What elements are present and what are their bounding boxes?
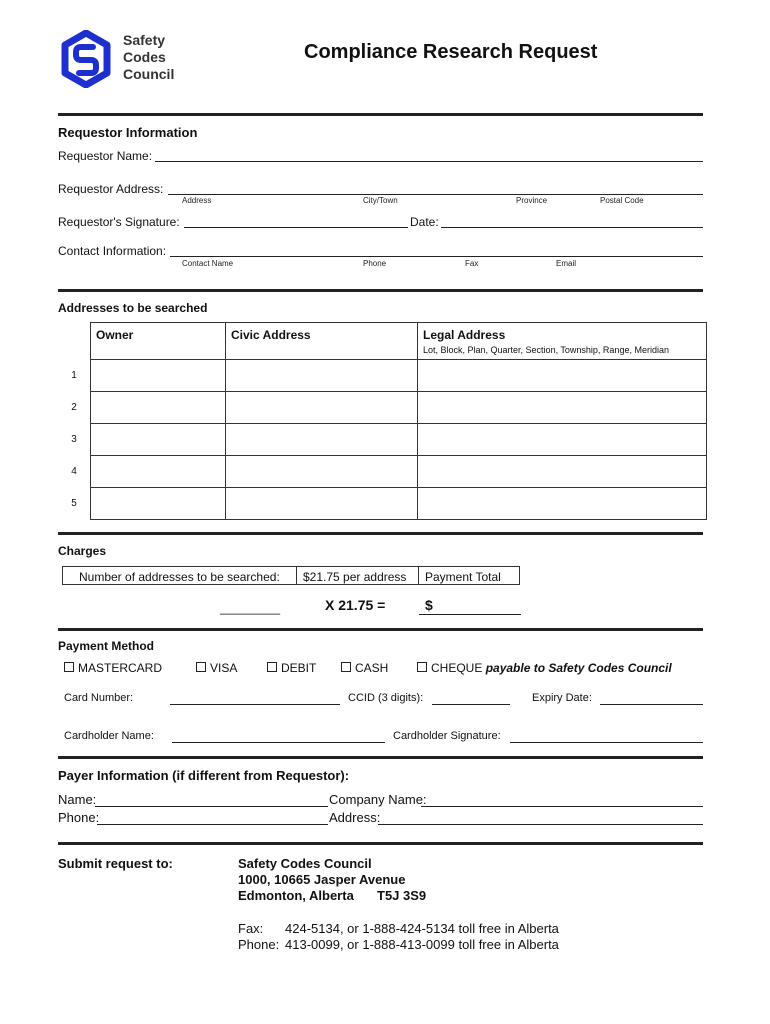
- table-row: [58, 424, 707, 456]
- submit-postal: T5J 3S9: [377, 888, 427, 903]
- caption-email: Email: [556, 259, 577, 268]
- card-number-field[interactable]: [170, 704, 340, 705]
- table-row: [58, 360, 707, 392]
- divider: [58, 113, 703, 116]
- fax-label: Fax:: [238, 921, 264, 936]
- submit-org: Safety Codes Council: [238, 856, 372, 871]
- legal-cell[interactable]: [418, 392, 707, 424]
- logo-line1: Safety: [123, 32, 166, 48]
- requestor-name-label: Requestor Name:: [58, 149, 153, 163]
- requestor-signature-label: Requestor's Signature:: [58, 215, 180, 229]
- option-visa[interactable]: VISA: [196, 661, 237, 675]
- caption-city: City/Town: [363, 196, 398, 205]
- payer-address-field[interactable]: [378, 824, 703, 825]
- charges-total-label: Payment Total: [425, 570, 501, 584]
- caption-address: Address: [182, 196, 212, 205]
- legal-cell[interactable]: [418, 424, 707, 456]
- civic-cell[interactable]: [226, 488, 418, 520]
- submit-label: Submit request to:: [58, 856, 173, 871]
- owner-cell[interactable]: [91, 488, 226, 520]
- card-number-label: Card Number:: [64, 692, 134, 704]
- dollar-sign: $: [425, 597, 433, 613]
- divider: [58, 842, 703, 845]
- phone-value: 413-0099, or 1-888-413-0099 toll free in Alberta: [285, 937, 559, 952]
- caption-phone: Phone: [363, 259, 387, 268]
- caption-postal-code: Postal Code: [600, 196, 644, 205]
- row-number: 5: [71, 498, 77, 509]
- fax-value: 424-5134, or 1-888-424-5134 toll free in Alberta: [285, 921, 559, 936]
- payment-total-field[interactable]: [419, 614, 521, 615]
- cardholder-signature-label: Cardholder Signature:: [393, 730, 501, 742]
- ccid-field[interactable]: [432, 704, 510, 705]
- caption-fax: Fax: [465, 259, 479, 268]
- safety-codes-council-logo-icon: [60, 30, 112, 88]
- cardholder-name-label: Cardholder Name:: [64, 730, 154, 742]
- submit-street: 1000, 10665 Jasper Avenue: [238, 872, 406, 887]
- owner-cell[interactable]: [91, 424, 226, 456]
- payer-address-label: Address:: [329, 810, 381, 825]
- divider: [58, 289, 703, 292]
- addresses-heading: Addresses to be searched: [58, 301, 208, 315]
- caption-province: Province: [516, 196, 548, 205]
- civic-cell[interactable]: [226, 456, 418, 488]
- cardholder-name-field[interactable]: [172, 742, 385, 743]
- divider: [58, 628, 703, 631]
- owner-cell[interactable]: [91, 360, 226, 392]
- page-title: Compliance Research Request: [304, 41, 598, 63]
- checkbox-icon[interactable]: [417, 662, 427, 672]
- cardholder-signature-field[interactable]: [510, 742, 703, 743]
- checkbox-icon[interactable]: [267, 662, 277, 672]
- payer-company-field[interactable]: [421, 806, 703, 807]
- address-count-blank[interactable]: _________: [220, 601, 281, 615]
- table-row: [58, 392, 707, 424]
- legal-cell[interactable]: [418, 456, 707, 488]
- logo-line2: Codes: [123, 49, 166, 65]
- col-civic-address: Civic Address: [226, 323, 418, 360]
- col-legal-address: Legal Address Lot, Block, Plan, Quarter, Section, Township, Range, Meridian: [418, 323, 707, 360]
- contact-info-label: Contact Information:: [58, 244, 167, 258]
- row-number: 2: [71, 402, 77, 413]
- divider: [58, 756, 703, 759]
- option-cash[interactable]: CASH: [341, 661, 388, 675]
- option-cheque[interactable]: CHEQUE payable to Safety Codes Council: [417, 661, 672, 675]
- payer-name-label: Name:: [58, 792, 97, 807]
- civic-cell[interactable]: [226, 360, 418, 392]
- checkbox-icon[interactable]: [196, 662, 206, 672]
- row-number: 4: [71, 466, 77, 477]
- addresses-table: [58, 322, 707, 520]
- payer-phone-label: Phone:: [58, 810, 100, 825]
- date-label: Date:: [410, 215, 439, 229]
- option-mastercard[interactable]: MASTERCARD: [64, 661, 162, 675]
- phone-label: Phone:: [238, 937, 280, 952]
- payer-phone-field[interactable]: [97, 824, 328, 825]
- payment-heading: Payment Method: [58, 639, 155, 653]
- table-row: [58, 456, 707, 488]
- date-field[interactable]: [441, 227, 703, 228]
- ccid-label: CCID (3 digits):: [348, 692, 424, 704]
- charges-count-label: Number of addresses to be searched:: [79, 570, 280, 584]
- owner-cell[interactable]: [91, 392, 226, 424]
- col-owner: Owner: [91, 323, 226, 360]
- owner-cell[interactable]: [91, 456, 226, 488]
- requestor-address-label: Requestor Address:: [58, 182, 164, 196]
- cheque-note: payable to Safety Codes Council: [485, 661, 672, 675]
- logo-line3: Council: [123, 66, 175, 82]
- requestor-signature-field[interactable]: [184, 227, 408, 228]
- checkbox-icon[interactable]: [64, 662, 74, 672]
- row-number: 3: [71, 434, 77, 445]
- charges-box: [62, 566, 520, 585]
- expiry-label: Expiry Date:: [532, 692, 592, 704]
- charges-heading: Charges: [58, 544, 107, 558]
- legal-cell[interactable]: [418, 488, 707, 520]
- requestor-address-field[interactable]: [168, 194, 703, 195]
- payer-heading: Payer Information (if different from Requestor):: [58, 768, 350, 783]
- contact-info-field[interactable]: [170, 256, 703, 257]
- civic-cell[interactable]: [226, 424, 418, 456]
- payer-name-field[interactable]: [95, 806, 328, 807]
- row-number: 1: [71, 370, 77, 381]
- charges-rate-label: $21.75 per address: [303, 570, 407, 584]
- civic-cell[interactable]: [226, 392, 418, 424]
- legal-cell[interactable]: [418, 360, 707, 392]
- requestor-heading: Requestor Information: [58, 125, 198, 140]
- checkbox-icon[interactable]: [341, 662, 351, 672]
- payer-company-label: Company Name:: [329, 792, 427, 807]
- requestor-name-field[interactable]: [155, 161, 703, 162]
- expiry-field[interactable]: [600, 704, 703, 705]
- divider: [58, 532, 703, 535]
- table-row: [58, 488, 707, 520]
- option-debit[interactable]: DEBIT: [267, 661, 316, 675]
- multiplier-text: X 21.75 =: [325, 597, 386, 613]
- submit-city: Edmonton, Alberta: [238, 888, 354, 903]
- caption-contact-name: Contact Name: [182, 259, 234, 268]
- logo: [60, 30, 190, 90]
